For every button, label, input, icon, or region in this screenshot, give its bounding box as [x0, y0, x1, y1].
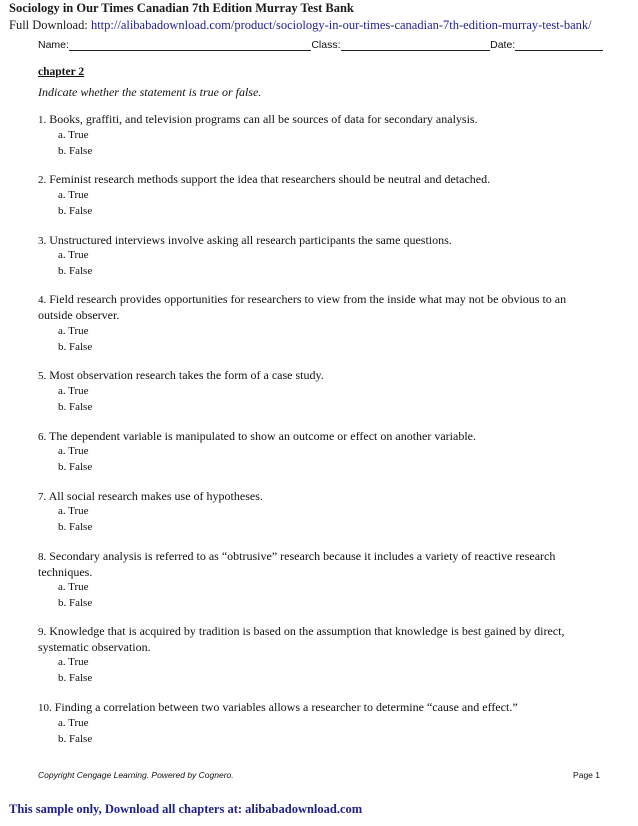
- question-text: [38, 624, 600, 655]
- question-number: 1.: [38, 114, 47, 126]
- question-text: [38, 172, 600, 188]
- question-statement: Knowledge that is acquired by tradition is based on the assumption that knowledge is best gained by direct, systematic observation.: [38, 624, 565, 654]
- option-false[interactable]: b. False: [58, 461, 93, 473]
- question-text: [38, 700, 600, 716]
- question-statement: Field research provides opportunities for researchers to view from the inside what may not be obvious to an outside observer.: [38, 292, 567, 322]
- question-text: [38, 292, 600, 323]
- date-field[interactable]: [515, 38, 603, 51]
- question-statement: Unstructured interviews involve asking all research participants the same questions.: [49, 233, 452, 247]
- page-footer: [38, 770, 600, 780]
- question-text: [38, 368, 600, 384]
- option-false[interactable]: b. False: [58, 341, 93, 353]
- option-false[interactable]: b. False: [58, 521, 93, 533]
- copyright-text: Copyright Cengage Learning. Powered by Cognero.: [38, 770, 234, 780]
- question-statement: The dependent variable is manipulated to show an outcome or effect on another variable.: [49, 429, 477, 443]
- question-number: 2.: [38, 174, 47, 186]
- option-true[interactable]: a. True: [58, 325, 89, 337]
- name-field[interactable]: [69, 38, 311, 51]
- chapter-heading: chapter 2: [38, 66, 85, 78]
- document-title: Sociology in Our Times Canadian 7th Edition Murray Test Bank: [9, 1, 354, 15]
- question-number: 8.: [38, 551, 47, 563]
- option-false[interactable]: b. False: [58, 145, 93, 157]
- question-number: 5.: [38, 370, 47, 382]
- option-true[interactable]: a. True: [58, 581, 89, 593]
- option-false[interactable]: b. False: [58, 733, 93, 745]
- question-number: 4.: [38, 294, 47, 306]
- option-false[interactable]: b. False: [58, 672, 93, 684]
- question-statement: Finding a correlation between two variables allows a researcher to determine “cause and effect.”: [54, 700, 518, 714]
- date-label: Date:: [490, 39, 516, 51]
- question-number: 10.: [38, 702, 52, 714]
- question-number: 7.: [38, 491, 47, 503]
- name-label: Name:: [38, 39, 69, 51]
- option-true[interactable]: a. True: [58, 717, 89, 729]
- question-text: [38, 549, 600, 580]
- option-true[interactable]: a. True: [58, 656, 89, 668]
- option-false[interactable]: b. False: [58, 597, 93, 609]
- download-line: [9, 18, 592, 33]
- option-false[interactable]: b. False: [58, 205, 93, 217]
- question-statement: All social research makes use of hypotheses.: [48, 489, 263, 503]
- question-statement: Feminist research methods support the idea that researchers should be neutral and detached.: [49, 172, 491, 186]
- option-true[interactable]: a. True: [58, 249, 89, 261]
- question-statement: Books, graffiti, and television programs can all be sources of data for secondary analysis.: [49, 112, 478, 126]
- option-true[interactable]: a. True: [58, 129, 89, 141]
- student-info-row: [38, 38, 603, 51]
- question-statement: Secondary analysis is referred to as “obtrusive” research because it includes a variety of reactive research techniques.: [38, 549, 556, 579]
- question-text: [38, 233, 600, 249]
- option-false[interactable]: b. False: [58, 401, 93, 413]
- option-false[interactable]: b. False: [58, 265, 93, 277]
- class-field[interactable]: [341, 38, 491, 51]
- question-number: 9.: [38, 626, 47, 638]
- option-true[interactable]: a. True: [58, 385, 89, 397]
- page-number: Page 1: [573, 770, 600, 780]
- question-text: [38, 112, 600, 128]
- download-link[interactable]: http://alibabadownload.com/product/sociology-in-our-times-canadian-7th-edition-murray-test-bank/: [90, 18, 592, 32]
- option-true[interactable]: a. True: [58, 505, 89, 517]
- sample-notice[interactable]: This sample only, Download all chapters at: alibabadownload.com: [9, 802, 363, 816]
- instructions: Indicate whether the statement is true or false.: [38, 85, 262, 99]
- option-true[interactable]: a. True: [58, 445, 89, 457]
- class-label: Class:: [311, 39, 341, 51]
- option-true[interactable]: a. True: [58, 189, 89, 201]
- question-text: [38, 429, 600, 445]
- question-number: 3.: [38, 235, 47, 247]
- question-number: 6.: [38, 431, 47, 443]
- question-text: [38, 489, 600, 505]
- download-label: Full Download:: [9, 18, 91, 32]
- question-statement: Most observation research takes the form of a case study.: [49, 368, 324, 382]
